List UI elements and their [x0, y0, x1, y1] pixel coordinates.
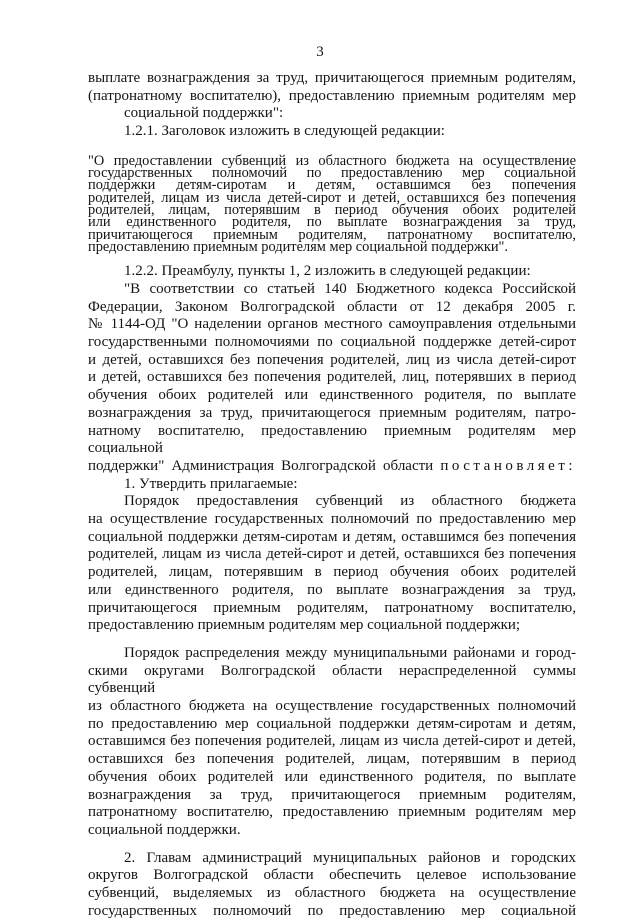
text-line: Порядок распределения между муниципальными районами и город- [124, 644, 576, 661]
text-line: государственными полномочиями по социальной поддержке детей-сирот [88, 334, 576, 350]
text-line: причитающегося приемным родителям, патронатному воспитателю, [88, 226, 576, 243]
text-line: предоставлению приемным родителям мер социальной поддержки". [88, 238, 509, 255]
text-line: Федерации, Законом Волгоградской области от 12 декабря 2005 г. [88, 298, 576, 315]
item-1-2-2: 1.2.2. Преамбулу, пункты 1, 2 изложить в следующей редакции: [124, 263, 531, 280]
text-line: и детей, оставшихся без попечения родителей, лиц, потерявших в период [88, 369, 576, 386]
text-line: или единственного родителя, по выплате вознаграждения за труд, [88, 581, 576, 598]
paragraph-continuation [88, 70, 576, 123]
text-line [88, 458, 576, 476]
text-line: скими округами Волгоградской области нераспределенной суммы субвенций [88, 662, 576, 697]
text-line: государственных полномочий по предоставлению мер социальной [88, 902, 576, 919]
text-line: вознаграждения за труд, причитающегося приемным родителям, [88, 786, 576, 803]
text-line: выплате вознаграждения за труд, причитающегося приемным родителям, [88, 70, 576, 86]
title-quote-block [88, 152, 576, 255]
text-line: причитающегося приемным родителям, патронатному воспитателю, [88, 599, 576, 616]
text-line: обучения обоих родителей или единственного родителя, по выплате [88, 768, 576, 785]
text-line: натному воспитателю, предоставлению приемным родителям мер социальной [88, 422, 576, 457]
text-line: родителей, лицам, потерявшим в период обучения обоих родителей [88, 564, 576, 581]
text-line: 2. Главам администраций муниципальных районов и городских [124, 849, 576, 866]
text-line: патронатному воспитателю, предоставлению приемным родителям мер [88, 804, 576, 821]
text-line: поддержки детям-сиротам и детям, оставшимся без попечения [88, 177, 576, 194]
item-2 [88, 850, 576, 921]
text-line: обучения обоих родителей или единственного родителя, по выплате [88, 387, 576, 404]
item-1: 1. Утвердить прилагаемые: [124, 475, 298, 492]
text-line: оставшимся без попечения родителей, лицам из числа детей-сирот и детей, [88, 733, 576, 750]
procedure-1 [88, 493, 576, 635]
decree-word: постановляет: [440, 457, 576, 474]
document-body [88, 70, 576, 921]
page-number: 3 [316, 44, 324, 60]
text-line: социальной поддержки. [88, 821, 241, 838]
item-1-2-1: 1.2.1. Заголовок изложить в следующей редакции: [124, 123, 445, 140]
text-line: (патронатному воспитателю), предоставлению приемным родителям мер [88, 87, 576, 104]
text-line: социальной поддержки детям-сиротам и детям, оставшимся без попечения [88, 528, 576, 545]
text-line: родителей, лицам из числа детей-сирот и детей, оставшихся без попечения [88, 189, 576, 206]
text-line: родителей, лицам из числа детей-сирот и детей, оставшихся без попечения [88, 546, 576, 563]
text-line: Порядок предоставления субвенций из областного бюджета [124, 493, 576, 510]
text-line: по предоставлению мер социальной поддержки детям-сиротам и детям, [88, 715, 576, 732]
text-line: "В соответствии со статьей 140 Бюджетного кодекса Российской [124, 280, 576, 297]
text-line: и детей, оставшихся без попечения родителей, лиц из числа детей-сирот [88, 351, 576, 368]
text-line: субвенций, выделяемых из областного бюджета на осуществление [88, 885, 576, 902]
text-line: на осуществление государственных полномочий по предоставлению мер [88, 511, 576, 528]
text-line: вознаграждения за труд, причитающегося приемным родителям, патро- [88, 404, 576, 421]
text-line: № 1144-ОД "О наделении органов местного самоуправления отдельными [88, 316, 576, 333]
text-line: или единственного родителя, по выплате вознаграждения за труд, [88, 214, 576, 231]
text-line: родителей, лицам, потерявшим в период обучения обоих родителей [88, 202, 576, 218]
text-line: из областного бюджета на осуществление государственных полномочий [88, 698, 576, 715]
text-line: предоставлению приемным родителям мер социальной поддержки; [88, 617, 521, 634]
text-line: социальной поддержки": [124, 105, 284, 122]
text-line: "О предоставлении субвенций из областного бюджета на осуществление [88, 152, 576, 169]
preamble-last-text: поддержки" Администрация Волгоградской области [88, 457, 434, 474]
text-line: государственных полномочий по предоставлению мер социальной [88, 165, 576, 182]
preamble [88, 281, 576, 476]
procedure-2 [88, 645, 576, 840]
text-line: оставшихся без попечения родителей, лицам, потерявшим в период [88, 751, 576, 768]
text-line: округов Волгоградской области обеспечить целевое использование [88, 867, 576, 884]
